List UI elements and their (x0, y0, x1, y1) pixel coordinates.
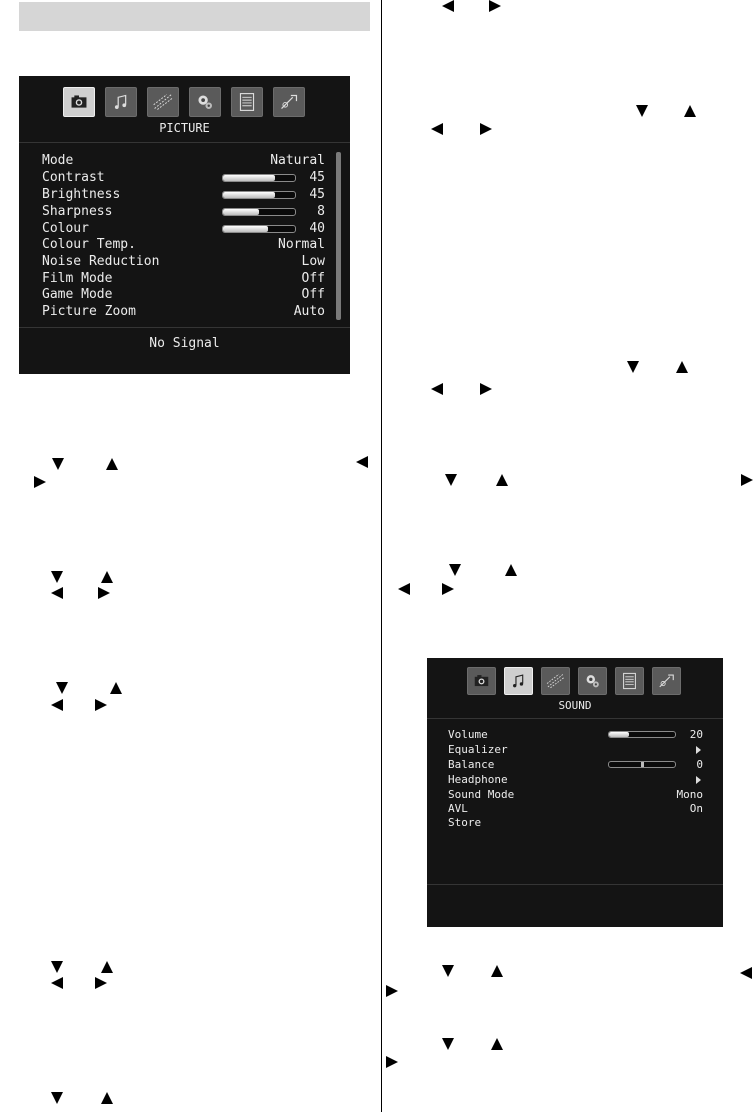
picture-menu-icon-bar (63, 87, 305, 117)
sharpness-slider[interactable] (222, 208, 296, 216)
picture-menu-title: PICTURE (159, 121, 210, 135)
submenu-arrow-icon (696, 746, 701, 754)
menu-item-game-mode[interactable] (42, 287, 325, 303)
menu-item-value: Normal (278, 237, 325, 252)
menu-item-volume[interactable] (448, 728, 703, 742)
separator (427, 884, 723, 885)
right-arrow-icon (95, 977, 107, 989)
right-arrow-icon (489, 0, 501, 12)
menu-item-equalizer[interactable] (448, 743, 703, 757)
menu-item-label: Contrast (42, 170, 105, 185)
menu-item-value: 8 (317, 204, 325, 219)
install-icon[interactable] (578, 667, 607, 695)
settings-icon[interactable] (652, 667, 681, 695)
down-arrow-icon (445, 474, 457, 486)
up-arrow-icon (101, 571, 113, 583)
menu-item-value: Natural (270, 153, 325, 168)
left-arrow-icon (51, 977, 63, 989)
right-arrow-icon (480, 383, 492, 395)
up-arrow-icon (491, 965, 503, 977)
menu-item-avl[interactable] (448, 802, 703, 816)
left-arrow-icon (740, 967, 752, 979)
menu-item-mode[interactable] (42, 153, 325, 169)
right-arrow-icon (480, 123, 492, 135)
menu-item-sharpness[interactable] (42, 204, 325, 220)
left-arrow-icon (398, 583, 410, 595)
down-arrow-icon (56, 682, 68, 694)
menu-item-label: Brightness (42, 187, 121, 202)
menu-item-label: Film Mode (42, 271, 113, 286)
up-arrow-icon (505, 564, 517, 576)
sound-menu-title: SOUND (558, 699, 592, 712)
balance-slider-knob[interactable] (641, 761, 644, 768)
menu-item-colour[interactable] (42, 221, 325, 237)
colour-slider[interactable] (222, 225, 296, 233)
up-arrow-icon (676, 361, 688, 373)
menu-item-value: 20 (689, 728, 703, 741)
menu-item-value: Low (301, 254, 325, 269)
menu-item-label: Balance (448, 758, 495, 771)
up-arrow-icon (110, 682, 122, 694)
up-arrow-icon (684, 105, 696, 117)
right-arrow-icon (386, 1056, 398, 1068)
up-arrow-icon (101, 1092, 113, 1104)
left-arrow-icon (431, 383, 443, 395)
picture-menu-screenshot (19, 76, 350, 374)
menu-item-label: Store (448, 816, 482, 829)
settings-icon[interactable] (273, 87, 305, 117)
menu-item-value: 45 (309, 170, 325, 185)
down-arrow-icon (51, 571, 63, 583)
menu-item-label: AVL (448, 802, 468, 815)
menu-item-label: Sound Mode (448, 788, 515, 801)
right-arrow-icon (34, 476, 46, 488)
contrast-slider[interactable] (222, 174, 296, 182)
menu-item-label: Mode (42, 153, 74, 168)
menu-item-headphone[interactable] (448, 773, 703, 787)
menu-item-value: 0 (696, 758, 703, 771)
source-icon[interactable] (615, 667, 644, 695)
menu-item-label: Picture Zoom (42, 304, 136, 319)
separator (19, 327, 350, 328)
down-arrow-icon (51, 961, 63, 973)
feature-icon[interactable] (147, 87, 179, 117)
sound-icon[interactable] (105, 87, 137, 117)
down-arrow-icon (442, 1038, 454, 1050)
down-arrow-icon (449, 564, 461, 576)
sound-menu-screenshot (427, 658, 723, 927)
menu-item-colour-temp[interactable] (42, 237, 325, 253)
menu-item-value: Off (301, 287, 325, 302)
feature-icon[interactable] (541, 667, 570, 695)
menu-item-label: Equalizer (448, 743, 508, 756)
volume-slider[interactable] (608, 731, 676, 738)
install-icon[interactable] (189, 87, 221, 117)
right-arrow-icon (98, 587, 110, 599)
down-arrow-icon (627, 361, 639, 373)
separator (427, 718, 723, 719)
separator (19, 142, 350, 143)
menu-item-film-mode[interactable] (42, 271, 325, 287)
menu-item-value: Mono (676, 788, 703, 801)
menu-item-value: 40 (309, 221, 325, 236)
down-arrow-icon (52, 458, 64, 470)
menu-item-value: On (689, 802, 703, 815)
menu-item-contrast[interactable] (42, 170, 325, 186)
left-arrow-icon (356, 456, 368, 468)
menu-item-label: Colour Temp. (42, 237, 136, 252)
right-arrow-icon (741, 474, 753, 486)
menu-item-label: Volume (448, 728, 488, 741)
down-arrow-icon (636, 105, 648, 117)
picture-icon[interactable] (63, 87, 95, 117)
right-arrow-icon (442, 583, 454, 595)
menu-item-label: Noise Reduction (42, 254, 160, 269)
menu-item-value: Off (301, 271, 325, 286)
no-signal-status: No Signal (149, 336, 220, 351)
menu-item-noise-reduction[interactable] (42, 254, 325, 270)
column-divider (381, 0, 382, 1112)
left-arrow-icon (442, 0, 454, 12)
sound-icon[interactable] (504, 667, 533, 695)
menu-item-label: Game Mode (42, 287, 113, 302)
right-arrow-icon (95, 699, 107, 711)
menu-item-store[interactable] (448, 816, 703, 830)
left-arrow-icon (51, 587, 63, 599)
menu-item-balance[interactable] (448, 758, 703, 772)
menu-item-brightness[interactable] (42, 187, 325, 203)
sound-menu-icon-bar (467, 667, 681, 695)
menu-item-value: Auto (293, 304, 325, 319)
menu-item-value: 45 (309, 187, 325, 202)
right-arrow-icon (386, 985, 398, 997)
menu-item-label: Sharpness (42, 204, 113, 219)
menu-item-sound-mode[interactable] (448, 788, 703, 802)
section-header-bar (19, 2, 370, 31)
source-icon[interactable] (231, 87, 263, 117)
balance-slider[interactable] (608, 761, 676, 768)
up-arrow-icon (491, 1038, 503, 1050)
down-arrow-icon (51, 1092, 63, 1104)
up-arrow-icon (106, 458, 118, 470)
brightness-slider[interactable] (222, 191, 296, 199)
up-arrow-icon (101, 961, 113, 973)
left-arrow-icon (431, 123, 443, 135)
left-arrow-icon (51, 699, 63, 711)
menu-item-label: Colour (42, 221, 89, 236)
menu-item-label: Headphone (448, 773, 508, 786)
menu-item-picture-zoom[interactable] (42, 304, 325, 320)
up-arrow-icon (496, 474, 508, 486)
menu-scrollbar[interactable] (336, 152, 341, 320)
picture-icon[interactable] (467, 667, 496, 695)
down-arrow-icon (442, 965, 454, 977)
submenu-arrow-icon (696, 776, 701, 784)
